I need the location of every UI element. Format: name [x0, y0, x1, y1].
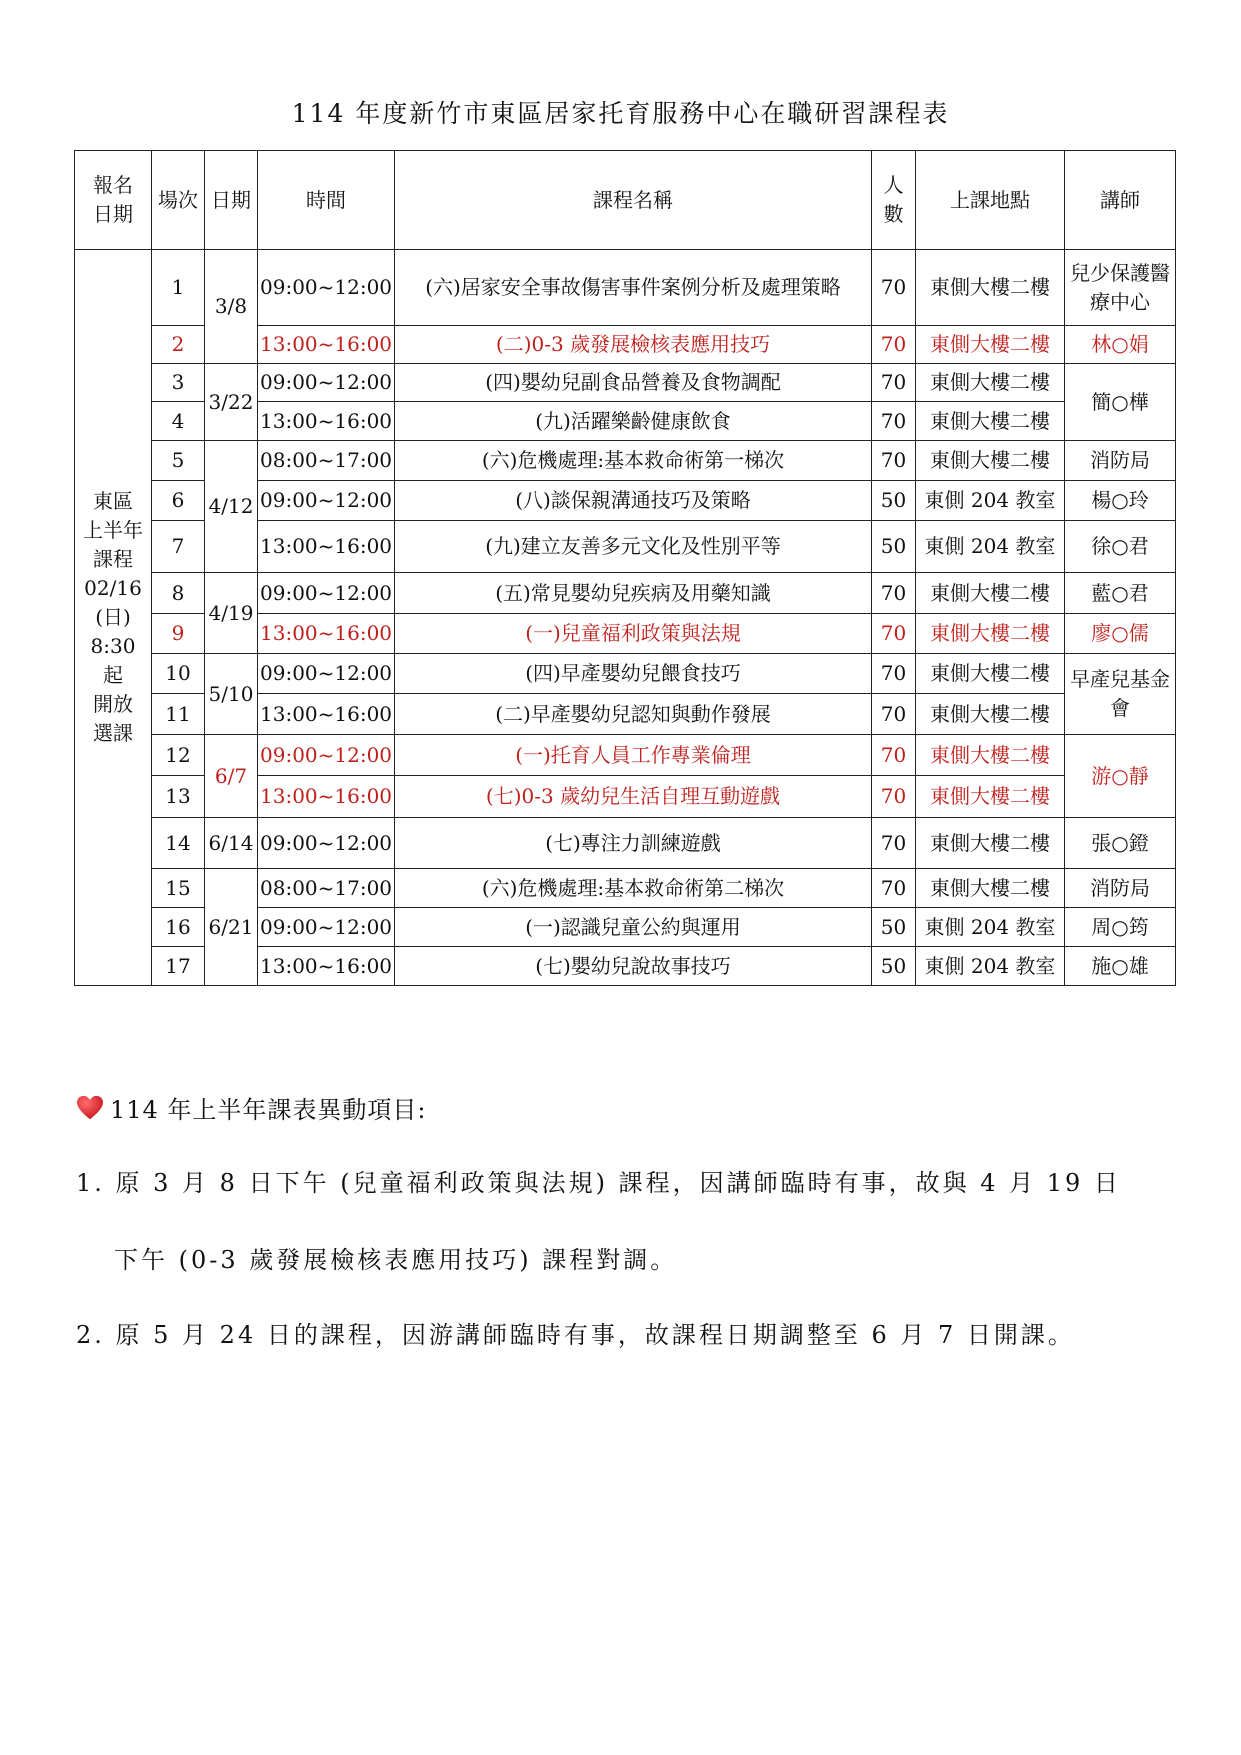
session-date: 6/21: [205, 869, 258, 986]
course-teacher: 楊○玲: [1065, 481, 1176, 521]
session-number: 10: [152, 654, 205, 694]
course-teacher: 施○雄: [1065, 947, 1176, 986]
course-name: (四)早產嬰幼兒餵食技巧: [395, 654, 872, 694]
session-time: 09:00~12:00: [258, 250, 395, 326]
attendee-count: 70: [872, 776, 916, 818]
course-name: (一)認識兒童公約與運用: [395, 908, 872, 947]
course-place: 東側大樓二樓: [916, 694, 1065, 735]
table-row: [75, 573, 1176, 614]
session-time: 09:00~12:00: [258, 364, 395, 402]
course-name: (五)常見嬰幼兒疾病及用藥知識: [395, 573, 872, 614]
page-title: 114 年度新竹市東區居家托育服務中心在職研習課程表: [291, 99, 950, 128]
session-time: 13:00~16:00: [258, 694, 395, 735]
table-row: [75, 441, 1176, 481]
course-teacher: 游○靜: [1065, 735, 1176, 818]
course-name: (一)兒童福利政策與法規: [395, 614, 872, 654]
course-place: 東側 204 教室: [916, 947, 1065, 986]
course-schedule-table: [74, 150, 1176, 986]
session-number: 11: [152, 694, 205, 735]
change-item-1-continued: 下午 (0-3 歲發展檢核表應用技巧) 課程對調。: [114, 1246, 678, 1274]
attendee-count: 50: [872, 521, 916, 573]
attendee-count: 70: [872, 654, 916, 694]
session-time: 09:00~12:00: [258, 735, 395, 776]
course-name: (二)0-3 歲發展檢核表應用技巧: [395, 326, 872, 364]
course-name: (六)危機處理:基本救命術第一梯次: [395, 441, 872, 481]
session-time: 13:00~16:00: [258, 947, 395, 986]
table-row: [75, 250, 1176, 326]
header-teacher: 講師: [1065, 151, 1176, 250]
course-place: 東側大樓二樓: [916, 818, 1065, 869]
course-name: (九)建立友善多元文化及性別平等: [395, 521, 872, 573]
session-time: 13:00~16:00: [258, 402, 395, 441]
attendee-count: 70: [872, 364, 916, 402]
header-course: 課程名稱: [395, 151, 872, 250]
course-name: (九)活躍樂齡健康飲食: [395, 402, 872, 441]
session-time: 13:00~16:00: [258, 614, 395, 654]
course-place: 東側大樓二樓: [916, 869, 1065, 908]
attendee-count: 70: [872, 250, 916, 326]
course-name: (八)談保親溝通技巧及策略: [395, 481, 872, 521]
session-number: 3: [152, 364, 205, 402]
table-row: [75, 654, 1176, 694]
session-time: 08:00~17:00: [258, 441, 395, 481]
session-time: 09:00~12:00: [258, 481, 395, 521]
attendee-count: 70: [872, 402, 916, 441]
course-place: 東側大樓二樓: [916, 326, 1065, 364]
course-place: 東側大樓二樓: [916, 250, 1065, 326]
course-teacher: 兒少保護醫療中心: [1065, 250, 1176, 326]
session-number: 4: [152, 402, 205, 441]
course-name: (七)專注力訓練遊戲: [395, 818, 872, 869]
session-time: 13:00~16:00: [258, 776, 395, 818]
session-date: 4/12: [205, 441, 258, 573]
session-date: 3/8: [205, 250, 258, 364]
course-place: 東側大樓二樓: [916, 654, 1065, 694]
course-teacher: 徐○君: [1065, 521, 1176, 573]
session-number: 15: [152, 869, 205, 908]
course-teacher: 張○鐙: [1065, 818, 1176, 869]
course-name: (六)居家安全事故傷害事件案例分析及處理策略: [395, 250, 872, 326]
header-count: 人 數: [872, 151, 916, 250]
course-teacher: 廖○儒: [1065, 614, 1176, 654]
course-place: 東側大樓二樓: [916, 573, 1065, 614]
session-date: 6/14: [205, 818, 258, 869]
session-time: 09:00~12:00: [258, 908, 395, 947]
session-number: 16: [152, 908, 205, 947]
course-name: (七)嬰幼兒說故事技巧: [395, 947, 872, 986]
signup-info-cell: 東區 上半年 課程 02/16 (日) 8:30 起 開放 選課: [75, 250, 152, 986]
session-number: 2: [152, 326, 205, 364]
session-number: 1: [152, 250, 205, 326]
table-row: [75, 364, 1176, 402]
session-time: 09:00~12:00: [258, 573, 395, 614]
table-row: [75, 869, 1176, 908]
session-time: 09:00~12:00: [258, 654, 395, 694]
session-number: 17: [152, 947, 205, 986]
schedule-changes-section: [76, 1090, 1176, 1350]
attendee-count: 50: [872, 947, 916, 986]
course-place: 東側 204 教室: [916, 481, 1065, 521]
attendee-count: 70: [872, 694, 916, 735]
course-place: 東側大樓二樓: [916, 776, 1065, 818]
session-date: 5/10: [205, 654, 258, 735]
attendee-count: 70: [872, 614, 916, 654]
session-number: 12: [152, 735, 205, 776]
course-name: (一)托育人員工作專業倫理: [395, 735, 872, 776]
session-time: 13:00~16:00: [258, 521, 395, 573]
course-teacher: 藍○君: [1065, 573, 1176, 614]
session-date: 4/19: [205, 573, 258, 654]
session-number: 6: [152, 481, 205, 521]
table-header-row: [75, 151, 1176, 250]
course-name: (七)0-3 歲幼兒生活自理互動遊戲: [395, 776, 872, 818]
header-place: 上課地點: [916, 151, 1065, 250]
header-signup-date: 報名 日期: [75, 151, 152, 250]
session-number: 14: [152, 818, 205, 869]
attendee-count: 50: [872, 908, 916, 947]
course-teacher: 林○娟: [1065, 326, 1176, 364]
header-time: 時間: [258, 151, 395, 250]
session-time: 08:00~17:00: [258, 869, 395, 908]
attendee-count: 70: [872, 326, 916, 364]
course-teacher: 消防局: [1065, 441, 1176, 481]
attendee-count: 50: [872, 481, 916, 521]
course-name: (二)早產嬰幼兒認知與動作發展: [395, 694, 872, 735]
session-number: 13: [152, 776, 205, 818]
course-place: 東側 204 教室: [916, 521, 1065, 573]
attendee-count: 70: [872, 573, 916, 614]
header-date: 日期: [205, 151, 258, 250]
changes-heading-text: 114 年上半年課表異動項目:: [110, 1096, 427, 1124]
course-name: (六)危機處理:基本救命術第二梯次: [395, 869, 872, 908]
changes-heading: [76, 1090, 1176, 1125]
session-number: 9: [152, 614, 205, 654]
session-date: 6/7: [205, 735, 258, 818]
course-teacher: 早產兒基金會: [1065, 654, 1176, 735]
session-time: 09:00~12:00: [258, 818, 395, 869]
course-teacher: 消防局: [1065, 869, 1176, 908]
table-row: [75, 735, 1176, 776]
course-name: (四)嬰幼兒副食品營養及食物調配: [395, 364, 872, 402]
course-place: 東側大樓二樓: [916, 402, 1065, 441]
session-number: 8: [152, 573, 205, 614]
course-place: 東側大樓二樓: [916, 441, 1065, 481]
attendee-count: 70: [872, 735, 916, 776]
course-teacher: 簡○樺: [1065, 364, 1176, 441]
course-place: 東側大樓二樓: [916, 614, 1065, 654]
course-place: 東側大樓二樓: [916, 735, 1065, 776]
session-time: 13:00~16:00: [258, 326, 395, 364]
course-place: 東側 204 教室: [916, 908, 1065, 947]
table-row: [75, 818, 1176, 869]
header-session: 場次: [152, 151, 205, 250]
attendee-count: 70: [872, 869, 916, 908]
session-number: 7: [152, 521, 205, 573]
attendee-count: 70: [872, 818, 916, 869]
heart-icon: [76, 1095, 104, 1121]
attendee-count: 70: [872, 441, 916, 481]
change-item-2: 2. 原 5 月 24 日的課程，因游講師臨時有事，故課程日期調整至 6 月 7 日開課。: [76, 1321, 1075, 1349]
course-teacher: 周○筠: [1065, 908, 1176, 947]
course-place: 東側大樓二樓: [916, 364, 1065, 402]
session-date: 3/22: [205, 364, 258, 441]
session-number: 5: [152, 441, 205, 481]
change-item-1: 1. 原 3 月 8 日下午 (兒童福利政策與法規) 課程，因講師臨時有事，故與 4 月 19 日: [76, 1169, 1121, 1197]
